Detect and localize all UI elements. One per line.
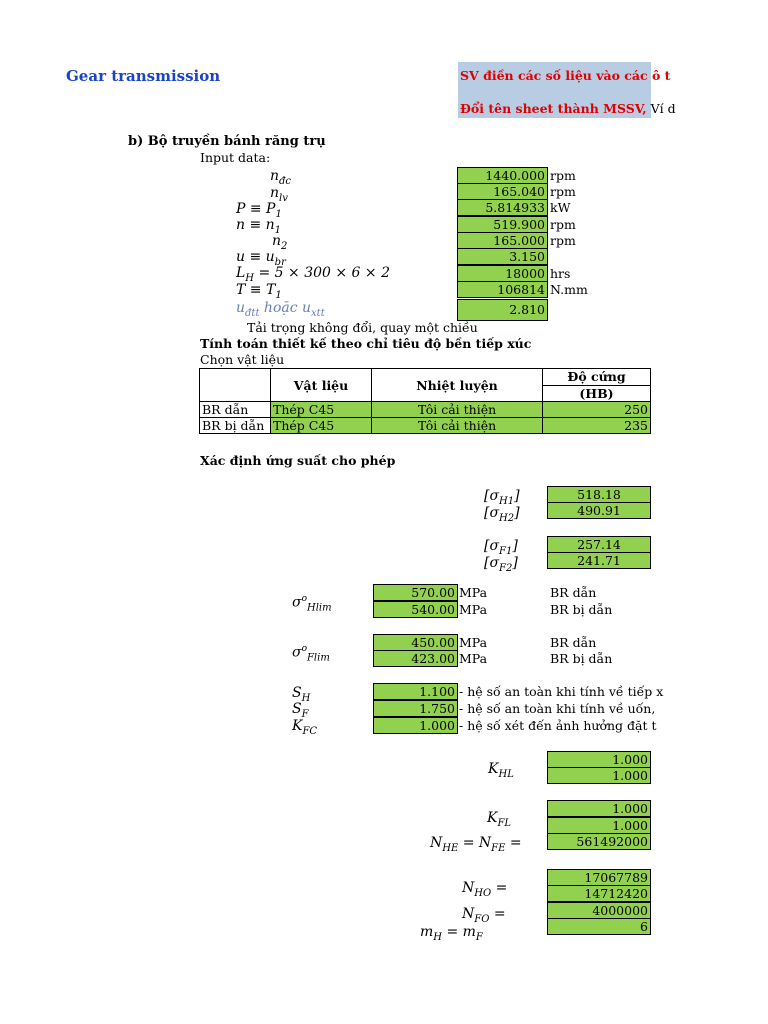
unit-Hlim-2: MPa	[459, 602, 488, 617]
sigma-F1-value[interactable]: 257.14	[547, 536, 651, 553]
label-Flim-2: BR bị dẫn	[550, 651, 613, 666]
KHL-value-1[interactable]: 1.000	[547, 751, 651, 768]
stress-heading: Xác định ứng suất cho phép	[200, 453, 396, 468]
symbol-sigma-F2: $[\sigma_{F2}]$	[484, 555, 518, 574]
material-label: Chọn vật liệu	[200, 352, 285, 367]
KHL-value-2[interactable]: 1.000	[547, 767, 651, 784]
m-value[interactable]: 6	[547, 918, 651, 935]
symbol-NFO: $N_{FO}$ =	[462, 906, 506, 925]
symbol-sigma-Flim: $\sigma^o_{Flim}$	[292, 644, 330, 664]
hardness-cell[interactable]: 235	[543, 418, 651, 434]
SH-desc: - hệ số an toàn khi tính về tiếp x	[459, 684, 664, 699]
KFL-value-2[interactable]: 1.000	[547, 817, 651, 834]
unit-n-dc: rpm	[550, 168, 576, 183]
KFC-value[interactable]: 1.000	[373, 717, 458, 734]
calc-heading: Tính toán thiết kế theo chỉ tiêu độ bền tiếp xúc	[200, 336, 532, 351]
NHE-value[interactable]: 561492000	[547, 833, 651, 850]
section-heading: b) Bộ truyền bánh răng trụ	[128, 134, 326, 149]
input-n2[interactable]: 165.000	[457, 232, 548, 249]
label-Flim-1: BR dẫn	[550, 635, 597, 650]
symbol-mH-mF: $m_H = m_F$	[420, 924, 483, 943]
table-row	[200, 418, 651, 434]
material-table	[199, 368, 651, 434]
instruction-text-2: Đổi tên sheet thành MSSV, Ví d	[460, 101, 676, 116]
header-material: Vật liệu	[271, 369, 372, 402]
heat-treatment-cell[interactable]: Tôi cải thiện	[372, 402, 543, 418]
sheet-title: Gear transmission	[66, 67, 221, 85]
material-cell[interactable]: Thép C45	[271, 402, 372, 418]
NFO-value[interactable]: 4000000	[547, 902, 651, 919]
SF-value[interactable]: 1.750	[373, 700, 458, 717]
input-u[interactable]: 3.150	[457, 248, 548, 265]
unit-T: N.mm	[550, 282, 588, 297]
symbol-LH: $L_H = 5 \times 300 \times 6 \times 2$	[236, 265, 390, 284]
SH-value[interactable]: 1.100	[373, 683, 458, 700]
input-u-dtt[interactable]: 2.810	[457, 299, 548, 321]
unit-LH: hrs	[550, 266, 571, 281]
input-n-lv[interactable]: 165.040	[457, 183, 548, 200]
label-Hlim-1: BR dẫn	[550, 585, 597, 600]
symbol-P: $P \equiv P_1$	[236, 201, 282, 220]
heat-treatment-cell[interactable]: Tôi cải thiện	[372, 418, 543, 434]
input-T[interactable]: 106814	[457, 281, 548, 298]
symbol-NHE-NFE: $N_{HE} = N_{FE}$ =	[430, 835, 522, 854]
row-name: BR dẫn	[200, 402, 271, 418]
header-hardness-unit: (HB)	[543, 385, 651, 402]
sigma-Hlim-2[interactable]: 540.00	[373, 601, 458, 618]
input-P[interactable]: 5.814933	[457, 199, 548, 216]
unit-n-lv: rpm	[550, 184, 576, 199]
input-n1[interactable]: 519.900	[457, 216, 548, 233]
symbol-KFL: $K_{FL}$	[487, 810, 512, 829]
symbol-sigma-H2: $[\sigma_{H2}]$	[484, 505, 520, 524]
instruction-note-2[interactable]	[458, 90, 676, 118]
hardness-cell[interactable]: 250	[543, 402, 651, 418]
sigma-Flim-2[interactable]: 423.00	[373, 650, 458, 667]
unit-n1: rpm	[550, 217, 576, 232]
row-name: BR bị dẫn	[200, 418, 271, 434]
material-cell[interactable]: Thép C45	[271, 418, 372, 434]
symbol-n1: $n \equiv n_1$	[236, 217, 282, 236]
unit-n2: rpm	[550, 233, 576, 248]
symbol-SH: $S_H$	[292, 685, 311, 704]
symbol-KHL: $K_{HL}$	[488, 761, 514, 780]
symbol-n-lv: $n_{lv}$	[270, 185, 288, 204]
symbol-sigma-F1: $[\sigma_{F1}]$	[484, 538, 518, 557]
unit-P: kW	[550, 200, 571, 215]
unit-Flim-2: MPa	[459, 651, 488, 666]
symbol-SF: $S_F$	[292, 701, 309, 720]
input-n-dc[interactable]: 1440.000	[457, 167, 548, 184]
sigma-H1-value[interactable]: 518.18	[547, 486, 651, 503]
symbol-u-dtt: $u_{đtt}$ hoặc $u_{xtt}$	[236, 300, 325, 319]
header-heat-treatment: Nhiệt luyện	[372, 369, 543, 402]
symbol-u: $u \equiv u_{br}$	[236, 249, 286, 268]
load-note: Tải trọng không đổi, quay một chiều	[247, 320, 478, 335]
SF-desc: - hệ số an toàn khi tính về uốn,	[459, 701, 656, 716]
symbol-sigma-Hlim: $\sigma^o_{Hlim}$	[292, 594, 332, 614]
instruction-note-1[interactable]	[458, 62, 671, 90]
KFL-value-1[interactable]: 1.000	[547, 800, 651, 817]
symbol-sigma-H1: $[\sigma_{H1}]$	[484, 488, 520, 507]
header-hardness: Độ cứng	[543, 369, 651, 386]
instruction-text-1: SV điền các số liệu vào các ô t	[460, 68, 671, 83]
unit-Flim-1: MPa	[459, 635, 488, 650]
input-data-label: Input data:	[200, 150, 271, 165]
table-row	[200, 402, 651, 418]
NHO-value-2[interactable]: 14712420	[547, 885, 651, 902]
NHO-value-1[interactable]: 17067789	[547, 869, 651, 886]
unit-Hlim-1: MPa	[459, 585, 488, 600]
label-Hlim-2: BR bị dẫn	[550, 602, 613, 617]
symbol-NHO: $N_{HO}$ =	[462, 880, 508, 899]
sigma-F2-value[interactable]: 241.71	[547, 552, 651, 569]
input-LH[interactable]: 18000	[457, 265, 548, 282]
symbol-T: $T \equiv T_1$	[236, 282, 282, 301]
sigma-Hlim-1[interactable]: 570.00	[373, 584, 458, 601]
KFC-desc: - hệ số xét đến ảnh hưởng đặt t	[459, 718, 657, 733]
sigma-Flim-1[interactable]: 450.00	[373, 634, 458, 651]
sigma-H2-value[interactable]: 490.91	[547, 502, 651, 519]
symbol-n2: $n_2$	[272, 233, 288, 252]
symbol-KFC: $K_{FC}$	[292, 718, 318, 737]
symbol-n-dc: $n_{đc}$	[270, 168, 292, 187]
